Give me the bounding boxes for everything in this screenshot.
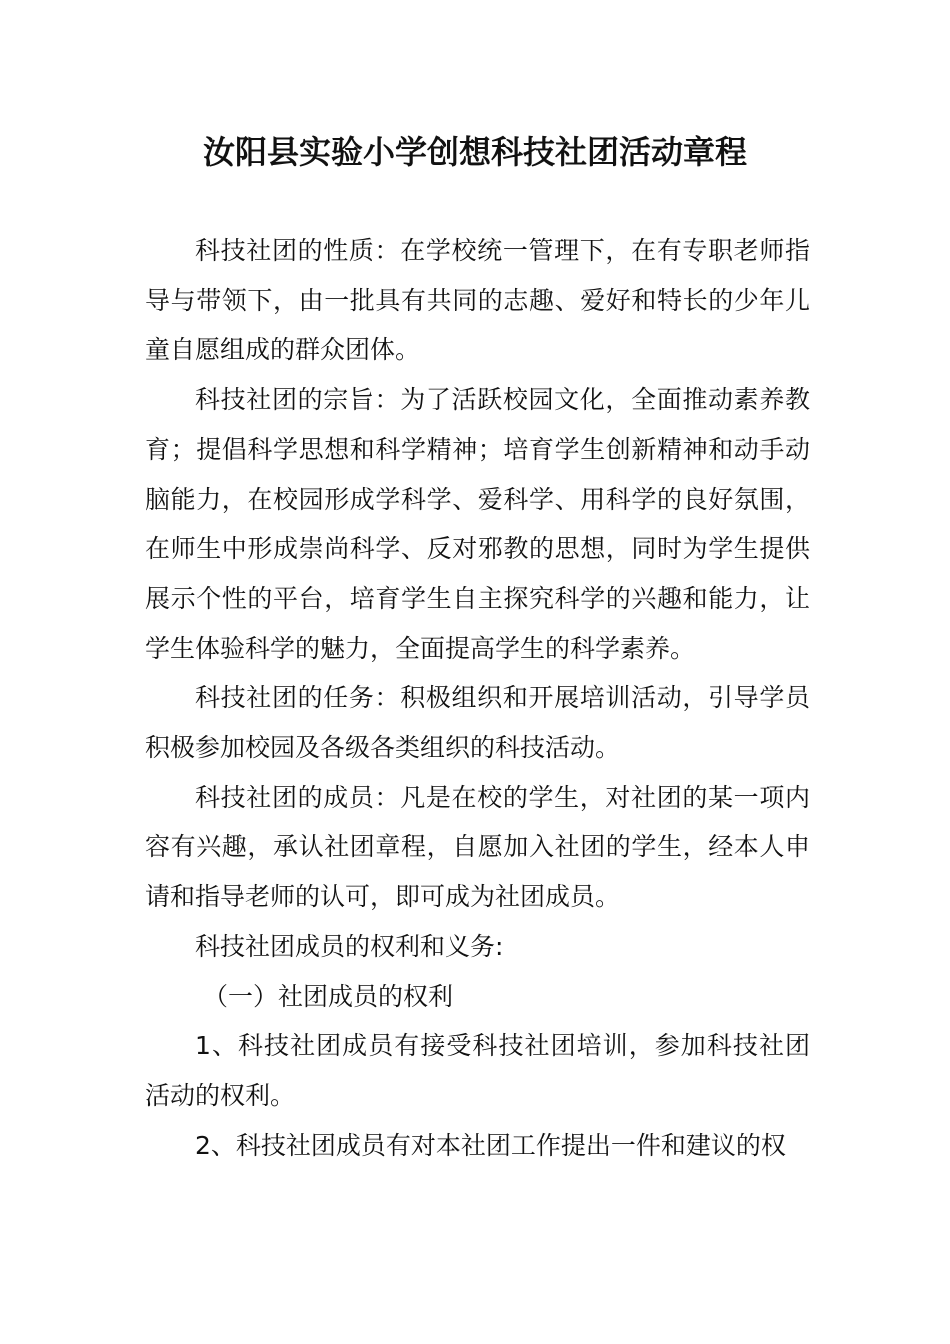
paragraph-members: 科技社团的成员：凡是在校的学生，对社团的某一项内容有兴趣，承认社团章程，自愿加入社团的学生，经本人申请和指导老师的认可，即可成为社团成员。 bbox=[145, 782, 810, 912]
paragraph-nature: 科技社团的性质：在学校统一管理下，在有专职老师指导与带领下，由一批具有共同的志趣、爱好和特长的少年儿童自愿组成的群众团体。 bbox=[145, 236, 810, 365]
paragraph-tasks: 科技社团的任务：积极组织和开展培训活动，引导学员积极参加校园及各级各类组织的科技活动。 bbox=[145, 683, 810, 763]
section-heading-rights: （一）社团成员的权利 bbox=[203, 981, 454, 1011]
list-item-right-2: 2、科技社团成员有对本社团工作提出一件和建议的权 bbox=[195, 1130, 786, 1160]
paragraph-purpose: 科技社团的宗旨：为了活跃校园文化，全面推动素养教育；提倡科学思想和科学精神；培育学生创新精神和动手动脑能力，在校园形成学科学、爱科学、用科学的良好氛围，在师生中形成崇尚科学、反对邪教的思想，同时为学生提供展示个性的平台，培育学生自主探究科学的兴趣和能力，让学生体验科学的魅力，全面提高学生的科学素养。 bbox=[145, 385, 810, 663]
paragraph-rights-heading: 科技社团成员的权利和义务: bbox=[195, 931, 504, 961]
list-item-right-1: 1、科技社团成员有接受科技社团培训，参加科技社团活动的权利。 bbox=[145, 1031, 810, 1110]
document-body bbox=[145, 226, 810, 1170]
document-title: 汝阳县实验小学创想科技社团活动章程 bbox=[202, 133, 747, 171]
